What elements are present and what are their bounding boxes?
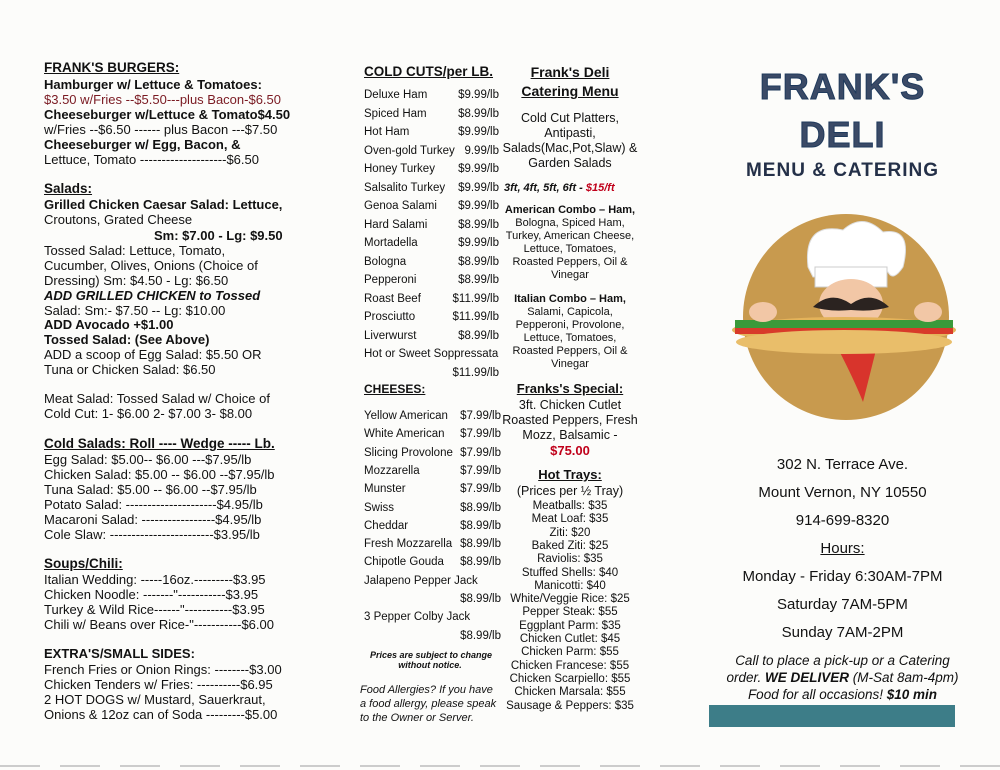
extras-heading: EXTRA'S/SMALL SIDES:	[44, 646, 195, 661]
hot-line: Pepper Steak: $55	[522, 606, 618, 619]
meat-salad-line: Meat Salad: Tossed Salad w/ Choice of	[44, 391, 270, 406]
cold-salad-row: Macaroni Salad: -----------------$4.95/lb	[44, 512, 262, 527]
cold-cut-price: $9.99/lb	[458, 163, 499, 175]
cold-cut-price: $9.99/lb	[458, 181, 499, 194]
cold-cut-price: $11.99/lb	[452, 292, 499, 305]
burgers-line: Cheeseburger w/Lettuce & Tomato$4.50	[44, 107, 291, 122]
burgers-line: $3.50 w/Fries --$5.50---plus Bacon-$6.50	[44, 92, 282, 107]
cold-cut-name: Salsalito Turkey	[364, 181, 446, 194]
cold-salad-row: Egg Salad: $5.00-- $6.00 ---$7.95/lb	[44, 452, 252, 467]
hot-line: Eggplant Parm: $35	[519, 619, 621, 632]
extras-row: Chicken Tenders w/ Fries: ----------$6.95	[44, 677, 273, 692]
chef-logo-icon	[713, 212, 975, 422]
special-line: 3ft. Chicken Cutlet	[518, 398, 622, 412]
cold-salad-row: Potato Salad: ---------------------$4.95/lb	[44, 497, 263, 512]
extras-row: Onions & 12oz can of Soda ---------$5.00	[44, 707, 278, 722]
cold-cut-name: Hot Ham	[364, 126, 410, 138]
cheese-name: Munster	[364, 483, 406, 496]
cold-cut-price: $8.99/lb	[458, 274, 499, 286]
catering-column	[500, 0, 685, 770]
cheese-price: $7.99/lb	[460, 428, 501, 441]
cold-salad-row: Tuna Salad: $5.00 -- $6.00 --$7.95/lb	[44, 482, 257, 497]
call-line: Food for all occasions! $10 min	[747, 687, 938, 702]
hot-line: Meatballs: $35	[532, 500, 608, 512]
cheese-price: $8.99/lb	[460, 538, 501, 551]
cheese-name: White American	[364, 428, 445, 441]
left-panel	[0, 0, 340, 770]
italian-line: Vinegar	[551, 358, 589, 370]
cheese-name: Cheddar	[364, 519, 409, 532]
cheese-price: $8.99/lb	[460, 519, 501, 532]
cheese-price: $7.99/lb	[460, 446, 501, 459]
soup-row: Chicken Noodle: -------"-----------$3.95	[44, 587, 259, 602]
cheese-name: Fresh Mozzarella	[364, 538, 453, 551]
cold-cut-price: $9.99/lb	[458, 126, 499, 138]
allergy-note: Food Allergies? If you have	[360, 684, 493, 696]
burgers-heading: FRANK'S BURGERS:	[44, 60, 180, 75]
cheese-name: Jalapeno Pepper Jack	[364, 574, 478, 587]
hot-line: Baked Ziti: $25	[531, 539, 609, 552]
salads-heading: Salads:	[44, 181, 93, 196]
hot-line: White/Veggie Rice: $25	[510, 593, 630, 606]
american-line: Turkey, American Cheese,	[505, 230, 635, 242]
salads-line: Sm: $7.00 - Lg: $9.50	[154, 228, 283, 243]
american-line: American Combo – Ham,	[504, 204, 636, 216]
cheese-name: 3 Pepper Colby Jack	[364, 611, 471, 624]
cold-cut-price: $8.99/lb	[458, 255, 499, 268]
cheese-price: $8.99/lb	[460, 593, 501, 605]
burgers-line: Cheeseburger w/ Egg, Bacon, &	[44, 137, 241, 152]
american-line: Bologna, Spiced Ham,	[515, 217, 625, 229]
platters-line: Cold Cut Platters,	[521, 111, 619, 125]
cheese-price: $7.99/lb	[460, 483, 501, 496]
soups-heading: Soups/Chili:	[44, 556, 123, 571]
italian-line: Pepperoni, Provolone,	[515, 319, 625, 331]
cold-cut-price: $9.99/lb	[458, 237, 499, 249]
hot-line: Sausage & Peppers: $35	[506, 699, 634, 712]
salads-line: Tuna or Chicken Salad: $6.50	[44, 362, 216, 377]
hot-trays-sub: (Prices per ½ Tray)	[516, 484, 624, 498]
hot-trays-title: Hot Trays:	[538, 467, 602, 482]
burgers-line: Hamburger w/ Lettuce & Tomatoes:	[44, 77, 262, 92]
cold-cut-name: Mortadella	[364, 237, 418, 249]
salads-line: ADD a scoop of Egg Salad: $5.50 OR	[44, 347, 262, 362]
special-title: Franks's Special:	[516, 381, 624, 396]
cheeses-heading: CHEESES:	[364, 382, 426, 396]
hot-line: Chicken Parm: $55	[521, 646, 619, 659]
cold-cut-price: 9.99/lb	[464, 144, 499, 157]
soup-row: Turkey & Wild Rice------"-----------$3.95	[44, 602, 265, 617]
hours-saturday: Saturday 7AM-5PM	[777, 596, 908, 613]
hero-sizes: 3ft, 4ft, 5ft, 6ft - $15/ft	[504, 182, 615, 194]
hot-line: Manicotti: $40	[534, 579, 606, 592]
cold-cut-price: $8.99/lb	[458, 218, 499, 231]
salads-line: Tossed Salad: (See Above)	[44, 332, 210, 347]
meat-salad-line: Cold Cut: 1- $6.00 2- $7.00 3- $8.00	[44, 406, 253, 421]
address-street: 302 N. Terrace Ave.	[776, 456, 909, 473]
cheese-price: $8.99/lb	[460, 556, 501, 569]
cold-cut-name: Hard Salami	[364, 218, 428, 231]
cheese-name: Swiss	[364, 501, 395, 514]
hot-line: Chicken Cutlet: $45	[519, 633, 621, 645]
cold-salad-row: Cole Slaw: ------------------------$3.95/lb	[44, 527, 260, 542]
cold-cut-name: Bologna	[364, 255, 407, 268]
cold-cut-name: Prosciutto	[364, 311, 416, 323]
cold-cut-price: $11.99/lb	[452, 311, 499, 323]
italian-line: Salami, Capicola,	[527, 306, 613, 318]
cold-cut-price: $9.99/lb	[458, 200, 499, 212]
middle-panel	[340, 0, 685, 770]
cold-cut-name: Spiced Ham	[364, 107, 427, 120]
cold-cut-price: $9.99/lb	[458, 89, 499, 101]
cheese-name: Slicing Provolone	[364, 446, 453, 459]
extras-row: 2 HOT DOGS w/ Mustard, Sauerkraut,	[44, 692, 266, 707]
salads-line: ADD Avocado +$1.00	[44, 317, 174, 332]
hot-line: Chicken Francese: $55	[510, 659, 630, 672]
cold-cut-name: Oven-gold Turkey	[364, 144, 455, 157]
address-city: Mount Vernon, NY 10550	[758, 484, 927, 501]
hours-weekday: Monday - Friday 6:30AM-7PM	[742, 568, 943, 585]
cold-cut-name: Genoa Salami	[364, 200, 437, 212]
hours-sunday: Sunday 7AM-2PM	[781, 624, 904, 641]
hot-line: Ziti: $20	[549, 526, 591, 539]
catering-title: Frank's Deli	[530, 64, 610, 80]
cold-cut-name: Pepperoni	[364, 274, 417, 286]
hot-line: Meat Loaf: $35	[531, 513, 609, 526]
call-line: order. WE DELIVER (M-Sat 8am-4pm)	[726, 670, 959, 685]
cold-cut-price: $8.99/lb	[458, 107, 499, 120]
burgers-line: w/Fries --$6.50 ------ plus Bacon ---$7.50	[44, 122, 278, 137]
cheese-name: Yellow American	[364, 410, 448, 422]
platters-line: Antipasti,	[544, 126, 596, 140]
cold-salad-row: Chicken Salad: $5.00 -- $6.00 --$7.95/lb	[44, 467, 275, 482]
cold-cuts-heading: COLD CUTS/per LB.	[364, 64, 494, 79]
cold-cut-price: $11.99/lb	[452, 366, 499, 379]
hot-line: Raviolis: $35	[537, 553, 603, 566]
allergy-note: to the Owner or Server.	[360, 712, 474, 724]
cold-cut-name: Roast Beef	[364, 292, 421, 305]
special-line: Roasted Peppers, Fresh	[502, 413, 638, 427]
cheese-price: $7.99/lb	[460, 410, 501, 422]
cold-cut-name: Liverwurst	[364, 329, 417, 342]
salads-line: Salad: Sm:- $7.50 -- Lg: $10.00	[44, 303, 226, 318]
american-line: Vinegar	[551, 269, 589, 281]
italian-line: Lettuce, Tomatoes,	[523, 332, 617, 344]
american-line: Roasted Peppers, Oil &	[512, 256, 628, 268]
salads-line: ADD GRILLED CHICKEN to Tossed	[44, 288, 261, 303]
special-line: Mozz, Balsamic -	[522, 428, 618, 442]
hot-line: Chicken Scarpiello: $55	[509, 672, 631, 685]
italian-line: Roasted Peppers, Oil &	[512, 345, 628, 357]
cold-cut-price: $8.99/lb	[458, 329, 499, 342]
special-price: $75.00	[550, 443, 590, 458]
hot-line: Chicken Marsala: $55	[514, 686, 626, 699]
burgers-line: Lettuce, Tomato --------------------$6.50	[44, 152, 259, 167]
salads-line: Dressing) Sm: $4.50 - Lg: $6.50	[44, 273, 229, 288]
soup-row: Chili w/ Beans over Rice-"-----------$6.00	[44, 617, 274, 632]
cheese-price: $8.99/lb	[460, 501, 501, 514]
soup-row: Italian Wedding: -----16oz.---------$3.95	[44, 572, 266, 587]
price-notice: Prices are subject to change	[370, 650, 493, 660]
fold-line	[0, 765, 1000, 767]
phone-number[interactable]: 914-699-8320	[795, 512, 890, 529]
logo-franks: FRANK'S	[759, 66, 926, 107]
salads-line: Cucumber, Olives, Onions (Choice of	[44, 258, 258, 273]
platters-line: Garden Salads	[528, 156, 612, 170]
right-panel	[685, 0, 1000, 770]
salads-line: Croutons, Grated Cheese	[44, 212, 193, 227]
price-notice: without notice.	[398, 660, 462, 670]
salads-line: Tossed Salad: Lettuce, Tomato,	[44, 243, 226, 258]
cheese-name: Chipotle Gouda	[364, 556, 444, 569]
allergy-note: a food allergy, please speak	[360, 698, 497, 710]
italian-line: Italian Combo – Ham,	[514, 293, 626, 305]
catering-title: Catering Menu	[521, 83, 619, 99]
cold-cut-name: Hot or Sweet Soppressata	[364, 348, 499, 360]
cold-cut-name: Honey Turkey	[364, 163, 435, 175]
american-line: Lettuce, Tomatoes,	[523, 243, 617, 255]
hot-line: Stuffed Shells: $40	[521, 566, 619, 579]
cheese-name: Mozzarella	[364, 464, 420, 477]
cheese-price: $8.99/lb	[460, 629, 501, 642]
cold-salads-heading: Cold Salads: Roll ---- Wedge ----- Lb.	[44, 436, 275, 451]
platters-line: Salads(Mac,Pot,Slaw) &	[502, 141, 638, 155]
logo-deli: DELI	[799, 114, 886, 155]
cold-cut-name: Deluxe Ham	[364, 89, 428, 101]
salads-line: Grilled Chicken Caesar Salad: Lettuce,	[44, 197, 283, 212]
extras-row: French Fries or Onion Rings: --------$3.00	[44, 662, 282, 677]
teal-band	[709, 705, 955, 727]
logo-subtitle: MENU & CATERING	[745, 160, 940, 181]
cheese-price: $7.99/lb	[460, 464, 501, 477]
call-line: Call to place a pick-up or a Catering	[735, 653, 950, 668]
hours-title: Hours:	[820, 540, 865, 557]
